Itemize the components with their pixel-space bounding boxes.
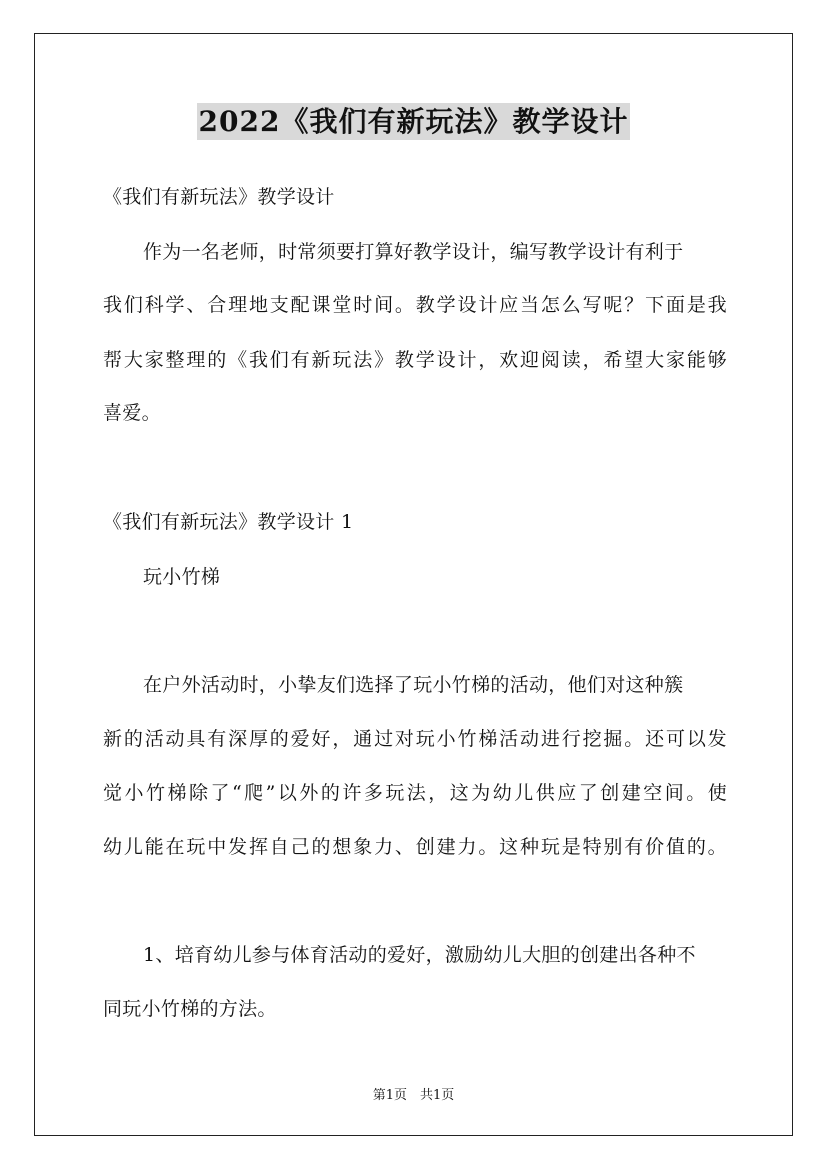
- page-footer: 第1页 共1页: [372, 1088, 455, 1103]
- intro-line-3: 帮大家整理的《我们有新玩法》教学设计，欢迎阅读，希望大家能够: [103, 349, 727, 371]
- intro-line-4: 喜爱。: [103, 402, 161, 424]
- paragraph-line-3: 觉小竹梯除了“爬”以外的许多玩法，这为幼儿供应了创建空间。使: [103, 782, 727, 804]
- document-title: 2022《我们有新玩法》教学设计: [198, 105, 629, 138]
- paragraph-line-2: 新的活动具有深厚的爱好，通过对玩小竹梯活动进行挖掘。还可以发: [103, 728, 727, 750]
- section-topic: 玩小竹梯: [143, 566, 221, 588]
- intro-line-2: 我们科学、合理地支配课堂时间。教学设计应当怎么写呢？下面是我: [103, 294, 727, 316]
- section-heading: 《我们有新玩法》教学设计 1: [103, 511, 354, 533]
- document-subtitle: 《我们有新玩法》教学设计: [103, 186, 335, 208]
- intro-line-1: 作为一名老师，时常须要打算好教学设计，编写教学设计有利于: [143, 241, 684, 263]
- goal-line-1: 1、培育幼儿参与体育活动的爱好，激励幼儿大胆的创建出各种不: [143, 944, 696, 966]
- paragraph-line-4: 幼儿能在玩中发挥自己的想象力、创建力。这种玩是特别有价值的。: [103, 836, 727, 858]
- paragraph-line-1: 在户外活动时，小挚友们选择了玩小竹梯的活动，他们对这种簇: [143, 674, 684, 696]
- goal-line-2: 同玩小竹梯的方法。: [103, 998, 277, 1020]
